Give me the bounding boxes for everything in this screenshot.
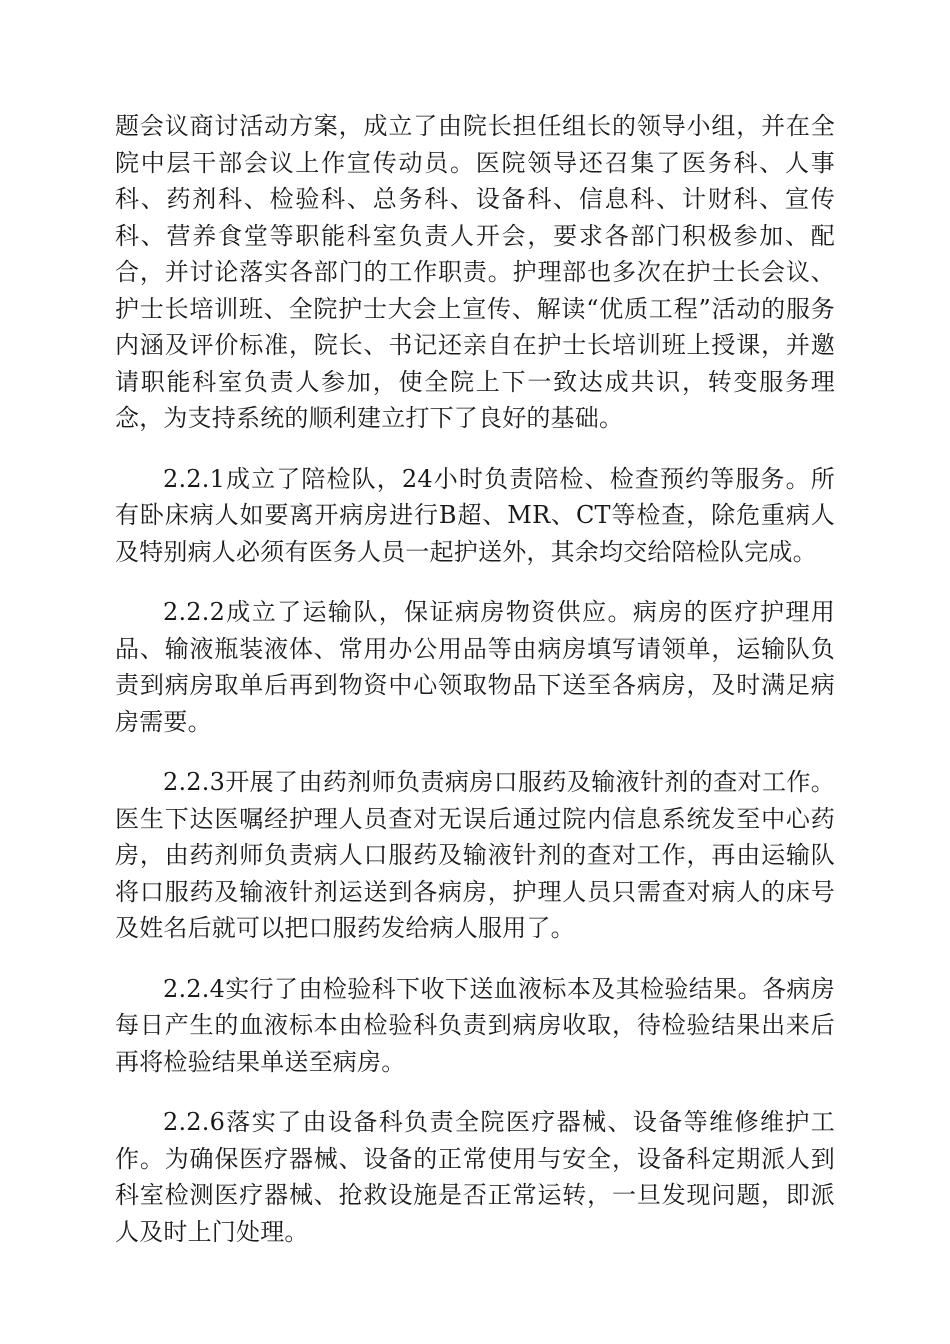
paragraph-2-2-6: 2.2.6落实了由设备科负责全院医疗器械、设备等维修维护工作。为确保医疗器械、设备的正常使用与安全，设备科定期派人到科室检测医疗器械、抢救设施是否正常运转，一旦发现问题，即派人及时上门处理。 xyxy=(115,1108,835,1246)
paragraph-continuation: 题会议商讨活动方案，成立了由院长担任组长的领导小组，并在全院中层干部会议上作宣传动员。医院领导还召集了医务科、人事科、药剂科、检验科、总务科、设备科、信息科、计财科、宣传科、营养食堂等职能科室负责人开会，要求各部门积极参加、配合，并讨论落实各部门的工作职责。护理部也多次在护士长会议、护士长培训班、全院护士大会上宣传、解读“优质工程”活动的服务内涵及评价标准，院长、书记还亲自在护士长培训班上授课，并邀请职能科室负责人参加，使全院上下一致达成共识，转变服务理念，为支持系统的顺利建立打下了良好的基础。 xyxy=(115,112,835,432)
paragraph-2-2-4: 2.2.4实行了由检验科下收下送血液标本及其检验结果。各病房每日产生的血液标本由检验科负责到病房收取，待检验结果出来后再将检验结果单送至病房。 xyxy=(115,974,835,1076)
paragraph-2-2-3: 2.2.3开展了由药剂师负责病房口服药及输液针剂的查对工作。医生下达医嘱经护理人员查对无误后通过院内信息系统发至中心药房，由药剂师负责病人口服药及输液针剂的查对工作，再由运输队将口服药及输液针剂运送到各病房，护理人员只需查对病人的床号及姓名后就可以把口服药发给病人服用了。 xyxy=(115,768,835,942)
paragraph-2-2-2: 2.2.2成立了运输队，保证病房物资供应。病房的医疗护理用品、输液瓶装液体、常用办公用品等由病房填写请领单，运输队负责到病房取单后再到物资中心领取物品下送至各病房，及时满足病房需要。 xyxy=(115,598,835,736)
paragraph-2-2-1: 2.2.1成立了陪检队，24小时负责陪检、检查预约等服务。所有卧床病人如要离开病房进行B超、MR、CT等检查，除危重病人及特别病人必须有医务人员一起护送外，其余均交给陪检队完成。 xyxy=(115,464,835,566)
document-body xyxy=(115,108,835,1274)
